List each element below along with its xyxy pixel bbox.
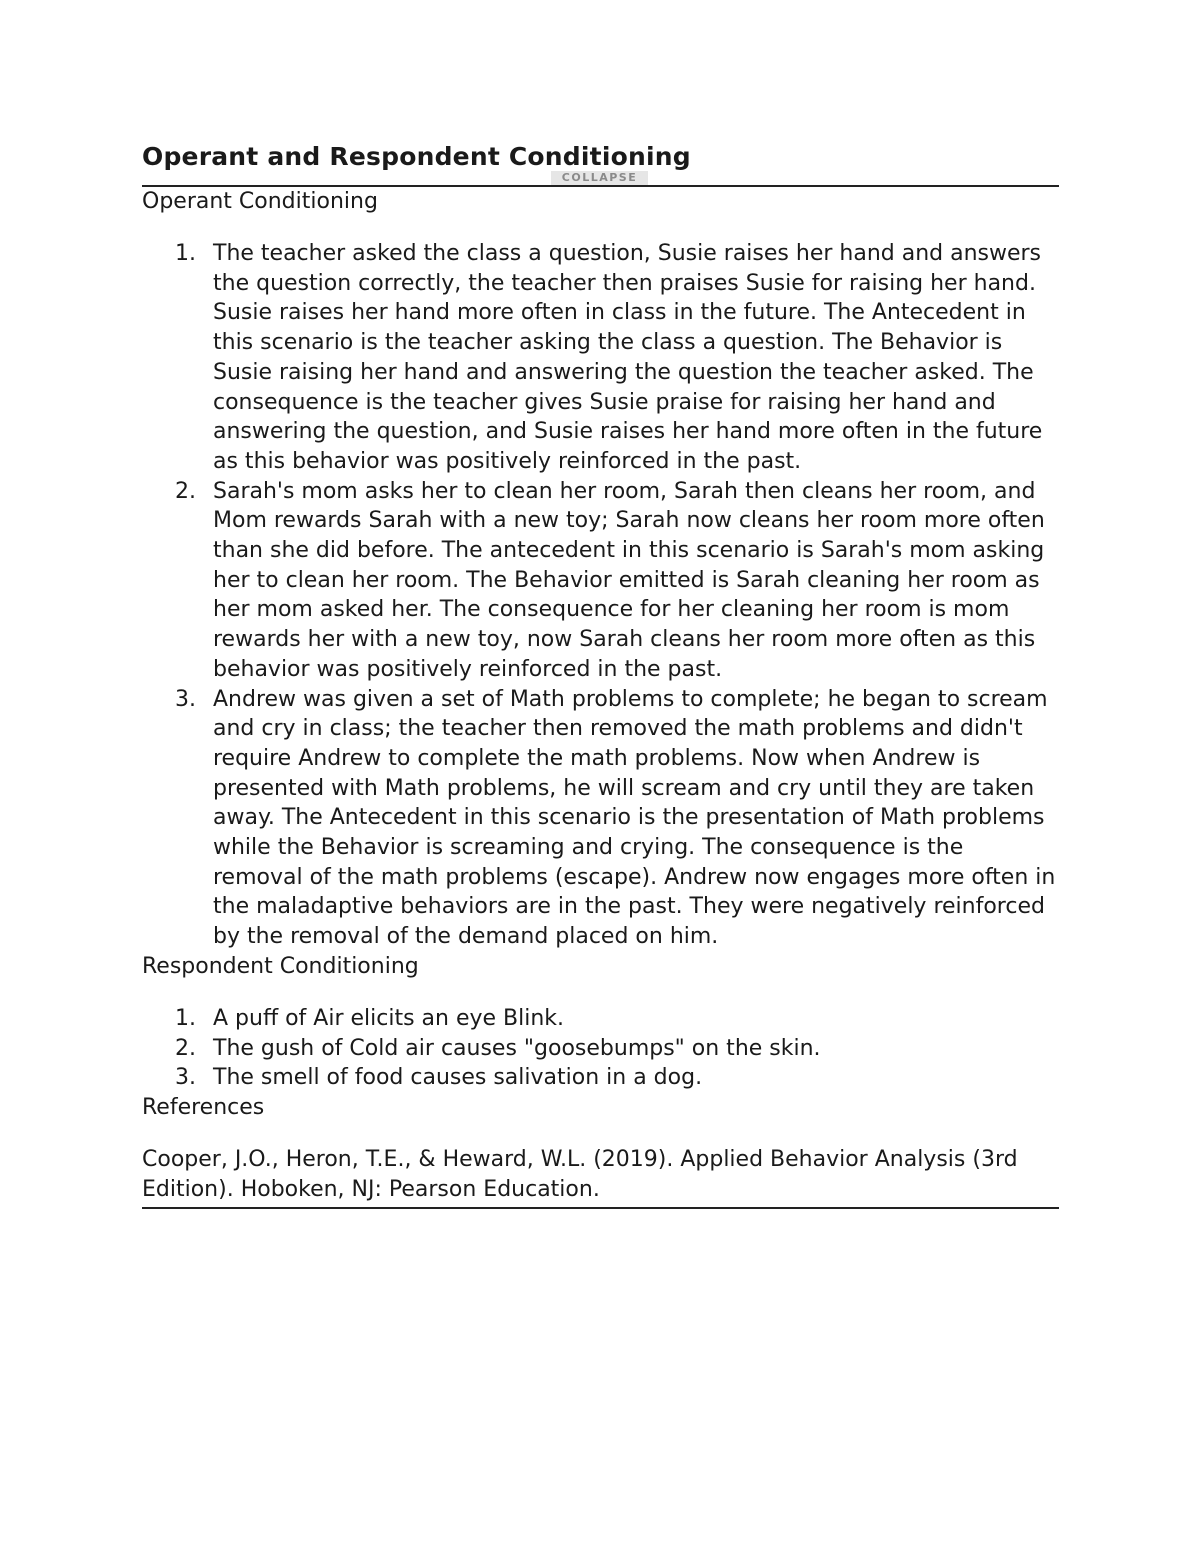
spacer bbox=[142, 1123, 1059, 1145]
list-item bbox=[142, 1034, 1059, 1064]
list-item-text: The smell of food causes salivation in a dog. bbox=[213, 1065, 703, 1091]
spacer bbox=[142, 217, 1059, 239]
list-number: 3. bbox=[175, 686, 196, 712]
operant-list bbox=[142, 239, 1059, 952]
list-item bbox=[142, 239, 1059, 477]
document-page bbox=[142, 140, 1059, 1209]
list-number: 3. bbox=[175, 1065, 196, 1091]
reference-citation: Cooper, J.O., Heron, T.E., & Heward, W.L. (2019). Applied Behavior Analysis (3rd Edition). Hoboken, NJ: Pearson Education. bbox=[142, 1146, 1018, 1202]
list-item-text: The teacher asked the class a question, Susie raises her hand and answers the question correctly, the teacher then praises Susie for raising her hand. Susie raises her hand more often in class in the future. The Antecedent in this scenario is the teacher asking the class a question. The Behavior is Susie raising her hand and answering the question the teacher asked. The consequence is the teacher gives Susie praise for raising her hand and answering the question, and Susie raises her hand more often in the future as this behavior was positively reinforced in the past. bbox=[213, 241, 1043, 474]
list-number: 1. bbox=[175, 241, 196, 266]
list-item-text: Sarah's mom asks her to clean her room, Sarah then cleans her room, and Mom rewards Sarah with a new toy; Sarah now cleans her room more often than she did before. The antecedent in this scenario is Sarah's mom asking her to clean her room. The Behavior emitted is Sarah cleaning her room as her mom asked her. The consequence for her cleaning her room is mom rewards her with a new toy, now Sarah cleans her room more often as this behavior was positively reinforced in the past. bbox=[213, 478, 1045, 682]
collapse-button[interactable]: COLLAPSE bbox=[551, 171, 648, 185]
collapse-row bbox=[142, 171, 1059, 185]
list-item bbox=[142, 1004, 1059, 1034]
operant-heading: Operant Conditioning bbox=[142, 189, 378, 214]
list-item bbox=[142, 477, 1059, 685]
document-title: Operant and Respondent Conditioning bbox=[142, 142, 691, 171]
list-number: 1. bbox=[175, 1005, 196, 1031]
list-number: 2. bbox=[175, 478, 196, 504]
list-number: 2. bbox=[175, 1035, 196, 1061]
list-item bbox=[142, 1063, 1059, 1093]
list-item bbox=[142, 685, 1059, 952]
respondent-heading: Respondent Conditioning bbox=[142, 953, 419, 979]
list-item-text: The gush of Cold air causes "goosebumps" on the skin. bbox=[213, 1035, 821, 1061]
references-heading: References bbox=[142, 1094, 265, 1120]
list-item-text: Andrew was given a set of Math problems to complete; he began to scream and cry in class; the teacher then removed the math problems and didn't require Andrew to complete the math problems. Now when Andrew is presented with Math problems, he will scream and cry until they are taken away. The Antecedent in this scenario is the presentation of Math problems while the Behavior is screaming and crying. The consequence is the removal of the math problems (escape). Andrew now engages more often in the maladaptive behaviors are in the past. They were negatively reinforced by the removal of the demand placed on him. bbox=[213, 686, 1056, 950]
list-item-text: A puff of Air elicits an eye Blink. bbox=[213, 1005, 565, 1031]
spacer bbox=[142, 982, 1059, 1004]
bottom-divider bbox=[142, 1207, 1059, 1209]
respondent-list bbox=[142, 1004, 1059, 1093]
